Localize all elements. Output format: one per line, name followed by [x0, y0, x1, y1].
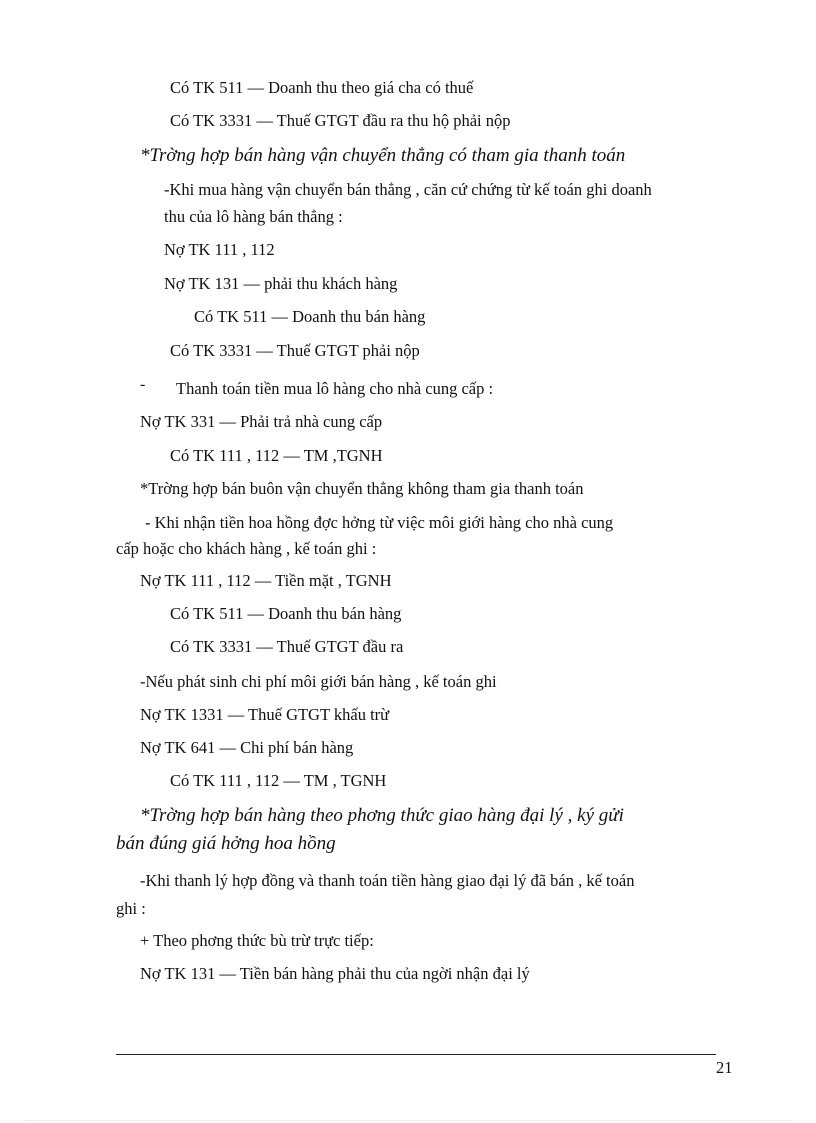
- section-heading: *Trờng hợp bán hàng vận chuyển thẳng có tham gia thanh toán: [140, 145, 626, 166]
- text-line: Nợ TK 131 — Tiền bán hàng phải thu của ngời nhận đại lý: [140, 964, 530, 983]
- text-line: -Khi thanh lý hợp đồng và thanh toán tiền hàng giao đại lý đã bán , kế toán: [140, 871, 635, 890]
- text-line: Nợ TK 641 — Chi phí bán hàng: [140, 738, 354, 757]
- text-line: Có TK 511 — Doanh thu bán hàng: [194, 307, 426, 326]
- text-line: Nợ TK 331 — Phải trả nhà cung cấp: [140, 412, 383, 431]
- text-line: ghi :: [116, 899, 146, 918]
- text-line: Có TK 511 — Doanh thu bán hàng: [170, 604, 402, 623]
- text-line: - Khi nhận tiền hoa hồng đợc hởng từ việc môi giới hàng cho nhà cung: [145, 513, 614, 532]
- page-edge-divider: [24, 1120, 792, 1121]
- section-heading: *Trờng hợp bán hàng theo phơng thức giao hàng đại lý , ký gửi: [140, 805, 624, 826]
- text-line: thu của lô hàng bán thẳng :: [164, 207, 343, 226]
- bullet-dash: -: [140, 376, 146, 393]
- text-line: Nợ TK 1331 — Thuế GTGT khấu trừ: [140, 705, 390, 724]
- footer-rule: [116, 1054, 716, 1055]
- page-number: 21: [716, 1058, 733, 1077]
- section-heading: *Trờng hợp bán buôn vận chuyển thẳng không tham gia thanh toán: [140, 479, 584, 498]
- text-line: Có TK 3331 — Thuế GTGT đầu ra: [170, 637, 404, 656]
- text-line: Nợ TK 131 — phải thu khách hàng: [164, 274, 398, 293]
- text-line: -Nếu phát sinh chi phí môi giới bán hàng , kế toán ghi: [140, 672, 497, 691]
- text-line: Thanh toán tiền mua lô hàng cho nhà cung cấp :: [176, 379, 494, 398]
- text-line: cấp hoặc cho khách hàng , kế toán ghi :: [116, 539, 377, 558]
- text-line: -Khi mua hàng vận chuyển bán thẳng , căn cứ chứng từ kế toán ghi doanh: [164, 180, 652, 199]
- text-line: Nợ TK 111 , 112: [164, 240, 275, 259]
- section-heading: bán đúng giá hởng hoa hồng: [116, 833, 336, 854]
- text-line: Có TK 3331 — Thuế GTGT phải nộp: [170, 341, 420, 360]
- text-line: Nợ TK 111 , 112 — Tiền mặt , TGNH: [140, 571, 392, 590]
- text-line: + Theo phơng thức bù trừ trực tiếp:: [140, 931, 374, 950]
- text-line: Có TK 511 — Doanh thu theo giá cha có thuế: [170, 78, 474, 97]
- text-line: Có TK 3331 — Thuế GTGT đầu ra thu hộ phải nộp: [170, 111, 511, 130]
- text-line: Có TK 111 , 112 — TM ,TGNH: [170, 446, 383, 465]
- text-line: Có TK 111 , 112 — TM , TGNH: [170, 771, 387, 790]
